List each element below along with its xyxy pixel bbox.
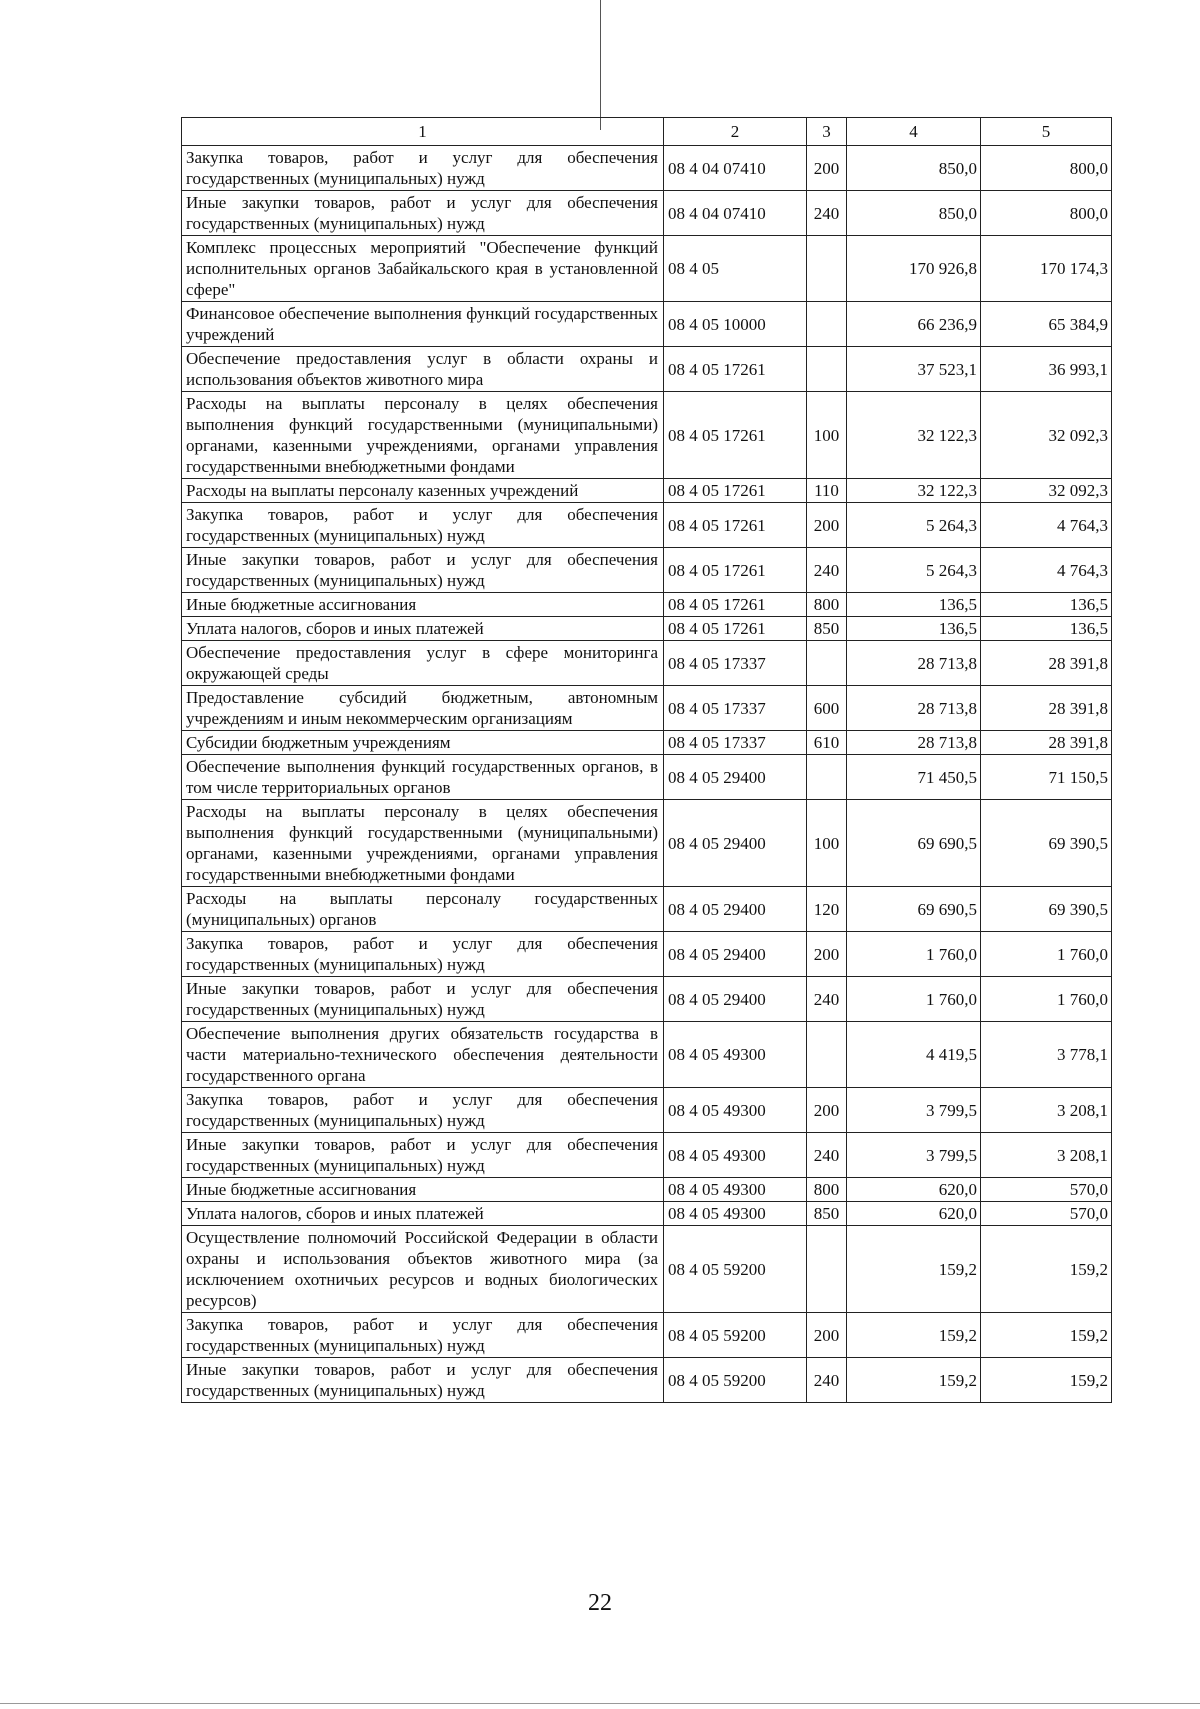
row-name: Иные закупки товаров, работ и услуг для обеспечения государственных (муниципальных) нужд — [182, 977, 664, 1022]
row-code: 08 4 05 17261 — [664, 617, 807, 641]
row-name: Иные закупки товаров, работ и услуг для обеспечения государственных (муниципальных) нужд — [182, 1358, 664, 1403]
table-row — [182, 191, 1112, 236]
row-amount-col4: 136,5 — [847, 617, 981, 641]
row-expense-type — [807, 1022, 847, 1088]
table-body — [182, 118, 1112, 1403]
row-code: 08 4 05 17261 — [664, 347, 807, 392]
row-amount-col4: 5 264,3 — [847, 548, 981, 593]
row-name: Закупка товаров, работ и услуг для обеспечения государственных (муниципальных) нужд — [182, 1313, 664, 1358]
row-expense-type: 100 — [807, 800, 847, 887]
row-amount-col4: 159,2 — [847, 1313, 981, 1358]
row-expense-type — [807, 347, 847, 392]
row-expense-type: 240 — [807, 191, 847, 236]
row-amount-col5: 3 208,1 — [981, 1133, 1112, 1178]
row-amount-col4: 69 690,5 — [847, 800, 981, 887]
row-name: Уплата налогов, сборов и иных платежей — [182, 617, 664, 641]
header-col-5: 5 — [981, 118, 1112, 146]
row-amount-col5: 3 778,1 — [981, 1022, 1112, 1088]
row-expense-type: 200 — [807, 1088, 847, 1133]
table-row — [182, 686, 1112, 731]
table-row — [182, 1022, 1112, 1088]
row-expense-type — [807, 755, 847, 800]
row-amount-col4: 28 713,8 — [847, 731, 981, 755]
row-amount-col5: 28 391,8 — [981, 731, 1112, 755]
row-amount-col4: 69 690,5 — [847, 887, 981, 932]
table-row — [182, 479, 1112, 503]
row-code: 08 4 05 59200 — [664, 1226, 807, 1313]
row-expense-type: 200 — [807, 1313, 847, 1358]
row-expense-type: 240 — [807, 548, 847, 593]
row-expense-type: 110 — [807, 479, 847, 503]
row-amount-col5: 69 390,5 — [981, 887, 1112, 932]
row-amount-col4: 32 122,3 — [847, 479, 981, 503]
row-expense-type: 200 — [807, 503, 847, 548]
row-amount-col5: 4 764,3 — [981, 548, 1112, 593]
row-name: Обеспечение выполнения функций государственных органов, в том числе территориальных органов — [182, 755, 664, 800]
row-amount-col4: 28 713,8 — [847, 686, 981, 731]
row-amount-col4: 620,0 — [847, 1178, 981, 1202]
row-name: Закупка товаров, работ и услуг для обеспечения государственных (муниципальных) нужд — [182, 1088, 664, 1133]
row-amount-col5: 28 391,8 — [981, 686, 1112, 731]
row-expense-type — [807, 641, 847, 686]
row-code: 08 4 04 07410 — [664, 191, 807, 236]
header-col-1: 1 — [182, 118, 664, 146]
table-row — [182, 932, 1112, 977]
row-code: 08 4 05 17261 — [664, 503, 807, 548]
table-row — [182, 617, 1112, 641]
table-row — [182, 392, 1112, 479]
row-code: 08 4 05 17337 — [664, 731, 807, 755]
table-row — [182, 731, 1112, 755]
row-amount-col4: 66 236,9 — [847, 302, 981, 347]
row-code: 08 4 05 17261 — [664, 548, 807, 593]
table-row — [182, 236, 1112, 302]
row-amount-col5: 36 993,1 — [981, 347, 1112, 392]
row-expense-type: 100 — [807, 392, 847, 479]
row-amount-col5: 800,0 — [981, 146, 1112, 191]
row-amount-col4: 37 523,1 — [847, 347, 981, 392]
row-expense-type — [807, 236, 847, 302]
page-number: 22 — [588, 1590, 612, 1616]
row-expense-type: 600 — [807, 686, 847, 731]
row-amount-col5: 32 092,3 — [981, 479, 1112, 503]
scan-edge-line — [0, 1703, 1200, 1704]
row-expense-type: 800 — [807, 593, 847, 617]
table-row — [182, 347, 1112, 392]
table-row — [182, 1358, 1112, 1403]
row-name: Иные бюджетные ассигнования — [182, 1178, 664, 1202]
row-amount-col4: 5 264,3 — [847, 503, 981, 548]
row-amount-col4: 71 450,5 — [847, 755, 981, 800]
row-name: Обеспечение предоставления услуг в сфере мониторинга окружающей среды — [182, 641, 664, 686]
table-row — [182, 755, 1112, 800]
row-amount-col5: 170 174,3 — [981, 236, 1112, 302]
row-amount-col4: 1 760,0 — [847, 932, 981, 977]
row-code: 08 4 05 59200 — [664, 1358, 807, 1403]
table-row — [182, 302, 1112, 347]
row-name: Обеспечение предоставления услуг в области охраны и использования объектов животного мира — [182, 347, 664, 392]
row-name: Субсидии бюджетным учреждениям — [182, 731, 664, 755]
table-header-row — [182, 118, 1112, 146]
row-amount-col5: 28 391,8 — [981, 641, 1112, 686]
row-expense-type: 850 — [807, 1202, 847, 1226]
row-code: 08 4 05 17337 — [664, 641, 807, 686]
row-name: Иные закупки товаров, работ и услуг для обеспечения государственных (муниципальных) нужд — [182, 1133, 664, 1178]
row-name: Иные закупки товаров, работ и услуг для обеспечения государственных (муниципальных) нужд — [182, 548, 664, 593]
row-amount-col4: 170 926,8 — [847, 236, 981, 302]
row-amount-col5: 136,5 — [981, 593, 1112, 617]
table-row — [182, 1088, 1112, 1133]
row-code: 08 4 05 29400 — [664, 800, 807, 887]
row-amount-col4: 159,2 — [847, 1358, 981, 1403]
row-code: 08 4 05 17337 — [664, 686, 807, 731]
row-amount-col4: 850,0 — [847, 191, 981, 236]
table-row — [182, 800, 1112, 887]
row-amount-col5: 3 208,1 — [981, 1088, 1112, 1133]
row-expense-type: 850 — [807, 617, 847, 641]
table-row — [182, 548, 1112, 593]
row-name: Расходы на выплаты персоналу государственных (муниципальных) органов — [182, 887, 664, 932]
row-amount-col5: 570,0 — [981, 1202, 1112, 1226]
row-code: 08 4 05 49300 — [664, 1202, 807, 1226]
row-amount-col4: 3 799,5 — [847, 1133, 981, 1178]
row-code: 08 4 05 49300 — [664, 1178, 807, 1202]
row-code: 08 4 05 29400 — [664, 977, 807, 1022]
row-name: Обеспечение выполнения других обязательств государства в части материально-технического обеспечения деятельности государственного органа — [182, 1022, 664, 1088]
row-code: 08 4 05 49300 — [664, 1133, 807, 1178]
row-amount-col4: 1 760,0 — [847, 977, 981, 1022]
row-amount-col4: 28 713,8 — [847, 641, 981, 686]
row-amount-col5: 71 150,5 — [981, 755, 1112, 800]
row-expense-type: 120 — [807, 887, 847, 932]
scan-edge-line — [600, 0, 601, 130]
row-amount-col4: 4 419,5 — [847, 1022, 981, 1088]
row-amount-col4: 136,5 — [847, 593, 981, 617]
row-expense-type: 240 — [807, 1358, 847, 1403]
table-row — [182, 593, 1112, 617]
row-amount-col5: 570,0 — [981, 1178, 1112, 1202]
row-name: Расходы на выплаты персоналу в целях обеспечения выполнения функций государственными (муниципальными) органами, казенными учреждениями, органами управления государственными внебюджетными фондами — [182, 800, 664, 887]
table-row — [182, 1202, 1112, 1226]
table-row — [182, 503, 1112, 548]
row-name: Закупка товаров, работ и услуг для обеспечения государственных (муниципальных) нужд — [182, 932, 664, 977]
row-expense-type: 200 — [807, 932, 847, 977]
row-code: 08 4 05 29400 — [664, 932, 807, 977]
row-code: 08 4 05 17261 — [664, 593, 807, 617]
row-name: Предоставление субсидий бюджетным, автономным учреждениям и иным некоммерческим организациям — [182, 686, 664, 731]
row-amount-col5: 159,2 — [981, 1313, 1112, 1358]
row-amount-col5: 1 760,0 — [981, 932, 1112, 977]
table-row — [182, 146, 1112, 191]
row-amount-col5: 32 092,3 — [981, 392, 1112, 479]
row-expense-type: 800 — [807, 1178, 847, 1202]
row-name: Закупка товаров, работ и услуг для обеспечения государственных (муниципальных) нужд — [182, 503, 664, 548]
table-row — [182, 1313, 1112, 1358]
row-name: Комплекс процессных мероприятий "Обеспечение функций исполнительных органов Забайкальского края в установленной сфере" — [182, 236, 664, 302]
row-name: Иные закупки товаров, работ и услуг для обеспечения государственных (муниципальных) нужд — [182, 191, 664, 236]
table-row — [182, 887, 1112, 932]
row-code: 08 4 04 07410 — [664, 146, 807, 191]
row-expense-type — [807, 302, 847, 347]
row-name: Закупка товаров, работ и услуг для обеспечения государственных (муниципальных) нужд — [182, 146, 664, 191]
row-code: 08 4 05 29400 — [664, 887, 807, 932]
budget-table — [181, 117, 1112, 1403]
row-amount-col4: 850,0 — [847, 146, 981, 191]
row-name: Осуществление полномочий Российской Федерации в области охраны и использования объектов животного мира (за исключением охотничьих ресурсов и водных биологических ресурсов) — [182, 1226, 664, 1313]
row-code: 08 4 05 49300 — [664, 1088, 807, 1133]
row-name: Расходы на выплаты персоналу казенных учреждений — [182, 479, 664, 503]
row-amount-col4: 32 122,3 — [847, 392, 981, 479]
header-col-2: 2 — [664, 118, 807, 146]
row-amount-col4: 3 799,5 — [847, 1088, 981, 1133]
row-expense-type: 610 — [807, 731, 847, 755]
row-amount-col4: 620,0 — [847, 1202, 981, 1226]
row-name: Расходы на выплаты персоналу в целях обеспечения выполнения функций государственными (муниципальными) органами, казенными учреждениями, органами управления государственными внебюджетными фондами — [182, 392, 664, 479]
header-col-3: 3 — [807, 118, 847, 146]
row-amount-col5: 136,5 — [981, 617, 1112, 641]
row-amount-col5: 1 760,0 — [981, 977, 1112, 1022]
table-row — [182, 1226, 1112, 1313]
row-amount-col5: 65 384,9 — [981, 302, 1112, 347]
row-code: 08 4 05 — [664, 236, 807, 302]
row-code: 08 4 05 10000 — [664, 302, 807, 347]
row-amount-col5: 800,0 — [981, 191, 1112, 236]
row-expense-type — [807, 1226, 847, 1313]
row-amount-col5: 159,2 — [981, 1358, 1112, 1403]
row-code: 08 4 05 59200 — [664, 1313, 807, 1358]
row-amount-col5: 4 764,3 — [981, 503, 1112, 548]
row-code: 08 4 05 49300 — [664, 1022, 807, 1088]
row-name: Финансовое обеспечение выполнения функций государственных учреждений — [182, 302, 664, 347]
row-name: Уплата налогов, сборов и иных платежей — [182, 1202, 664, 1226]
row-code: 08 4 05 17261 — [664, 392, 807, 479]
row-expense-type: 240 — [807, 977, 847, 1022]
table-row — [182, 1178, 1112, 1202]
row-amount-col5: 69 390,5 — [981, 800, 1112, 887]
row-expense-type: 240 — [807, 1133, 847, 1178]
row-code: 08 4 05 29400 — [664, 755, 807, 800]
table-row — [182, 641, 1112, 686]
row-name: Иные бюджетные ассигнования — [182, 593, 664, 617]
row-amount-col4: 159,2 — [847, 1226, 981, 1313]
header-col-4: 4 — [847, 118, 981, 146]
row-expense-type: 200 — [807, 146, 847, 191]
table-row — [182, 1133, 1112, 1178]
table-row — [182, 977, 1112, 1022]
row-amount-col5: 159,2 — [981, 1226, 1112, 1313]
row-code: 08 4 05 17261 — [664, 479, 807, 503]
